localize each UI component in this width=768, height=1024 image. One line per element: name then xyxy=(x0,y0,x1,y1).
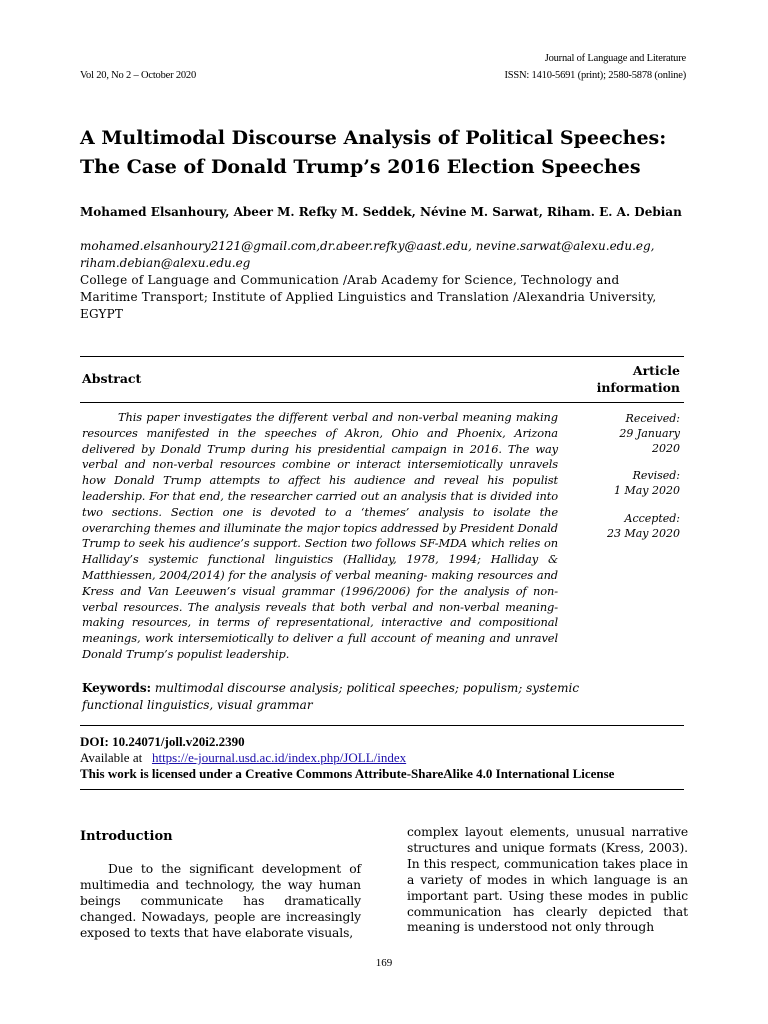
revised-label: Revised: xyxy=(632,469,680,482)
issn-info: ISSN: 1410-5691 (print); 2580-5878 (online) xyxy=(504,70,686,81)
volume-info: Vol 20, No 2 – October 2020 xyxy=(80,70,197,81)
abstract-text: This paper investigates the different verbal and non-verbal meaning making resources manifested in the speeches of Akron, Ohio and Phoenix, Arizona delivered by Donald Trump during his presidential campaign in 2016. The way verbal and non-verbal resources combine or interact intersemiotically unravels how Donald Trump attempts to affect his audience and reveal his populist leadership. For that end, the researcher carried out an analysis that is divided into two sections. Section one is devoted to a ‘themes’ analysis to isolate the overarching themes and illuminate the major topics addressed by President Donald Trump to seek his audience’s support. Section two follows SF-MDA which relies on Halliday’s systemic functional linguistics (Halliday, 1978, 1994; Halliday & Matthiessen, 2004/2014) for the analysis of verbal meaning- making resources and Kress and Van Leeuwen’s visual grammar (1996/2006) for the analysis of non-verbal resources. The analysis reveals that both verbal and non-verbal meaning-making resources, in terms of representational, interactive and compositional meanings, work intersemiotically to deliver a full account of meaning and unravel Donald Trump’s populist leadership. xyxy=(82,410,558,661)
received-date-1: 29 January xyxy=(619,427,680,440)
introduction-heading: Introduction xyxy=(80,829,173,844)
revised-info xyxy=(580,468,680,498)
received-label: Received: xyxy=(625,412,680,425)
title-line-2: The Case of Donald Trump’s 2016 Election Speeches xyxy=(80,156,641,178)
received-date-2: 2020 xyxy=(652,442,680,455)
journal-name: Journal of Language and Literature xyxy=(544,53,686,64)
intro-left-column: Due to the significant development of multimedia and technology, the way human beings communicate has dramatically changed. Nowadays, people are increasingly exposed to texts that have elaborate visuals, xyxy=(80,862,361,940)
availability xyxy=(80,750,690,766)
title-line-1: A Multimodal Discourse Analysis of Political Speeches: xyxy=(80,127,667,149)
keywords xyxy=(82,680,582,714)
doi: DOI: 10.24071/joll.v20i2.2390 xyxy=(80,734,245,749)
abstract-heading: Abstract xyxy=(82,371,142,386)
affiliation: College of Language and Communication /Arab Academy for Science, Technology and Maritime Transport; Institute of Applied Linguistics and Translation /Alexandria University, EGYPT xyxy=(80,273,657,321)
received-info xyxy=(580,411,680,456)
keywords-list: multimodal discourse analysis; political speeches; populism; systemic functional linguistics, visual grammar xyxy=(82,681,580,712)
intro-right-column: complex layout elements, unusual narrative structures and unique formats (Kress, 2003). In this respect, communication takes place in a variety of modes in which language is an important part. Using these modes in public communication has clearly depicted that meaning is understood not only through xyxy=(407,825,688,935)
divider xyxy=(80,356,684,357)
paper-title xyxy=(80,124,700,182)
divider xyxy=(80,725,684,726)
doi-block xyxy=(80,734,690,782)
page-number: 169 xyxy=(375,957,393,969)
article-info-heading xyxy=(580,362,680,396)
article-info-heading-line2: information xyxy=(596,380,680,395)
keywords-label: Keywords: xyxy=(82,681,152,695)
author-emails: mohamed.elsanhoury2121@gmail.com,dr.abeer.refky@aast.edu, nevine.sarwat@alexu.edu.eg, riham.debian@alexu.edu.eg xyxy=(80,239,655,270)
revised-date: 1 May 2020 xyxy=(613,484,680,497)
authors: Mohamed Elsanhoury, Abeer M. Refky M. Seddek, Névine M. Sarwat, Riham. E. A. Debian xyxy=(80,205,682,219)
divider xyxy=(80,402,684,403)
journal-link[interactable]: https://e-journal.usd.ac.id/index.php/JOLL/index xyxy=(151,750,407,765)
license-text: This work is licensed under a Creative Commons Attribute-ShareAlike 4.0 International License xyxy=(80,766,615,781)
accepted-label: Accepted: xyxy=(624,512,680,525)
accepted-info xyxy=(580,511,680,541)
accepted-date: 23 May 2020 xyxy=(606,527,680,540)
divider xyxy=(80,789,684,790)
article-info-heading-line1: Article xyxy=(632,363,680,378)
available-label: Available at xyxy=(80,750,143,765)
